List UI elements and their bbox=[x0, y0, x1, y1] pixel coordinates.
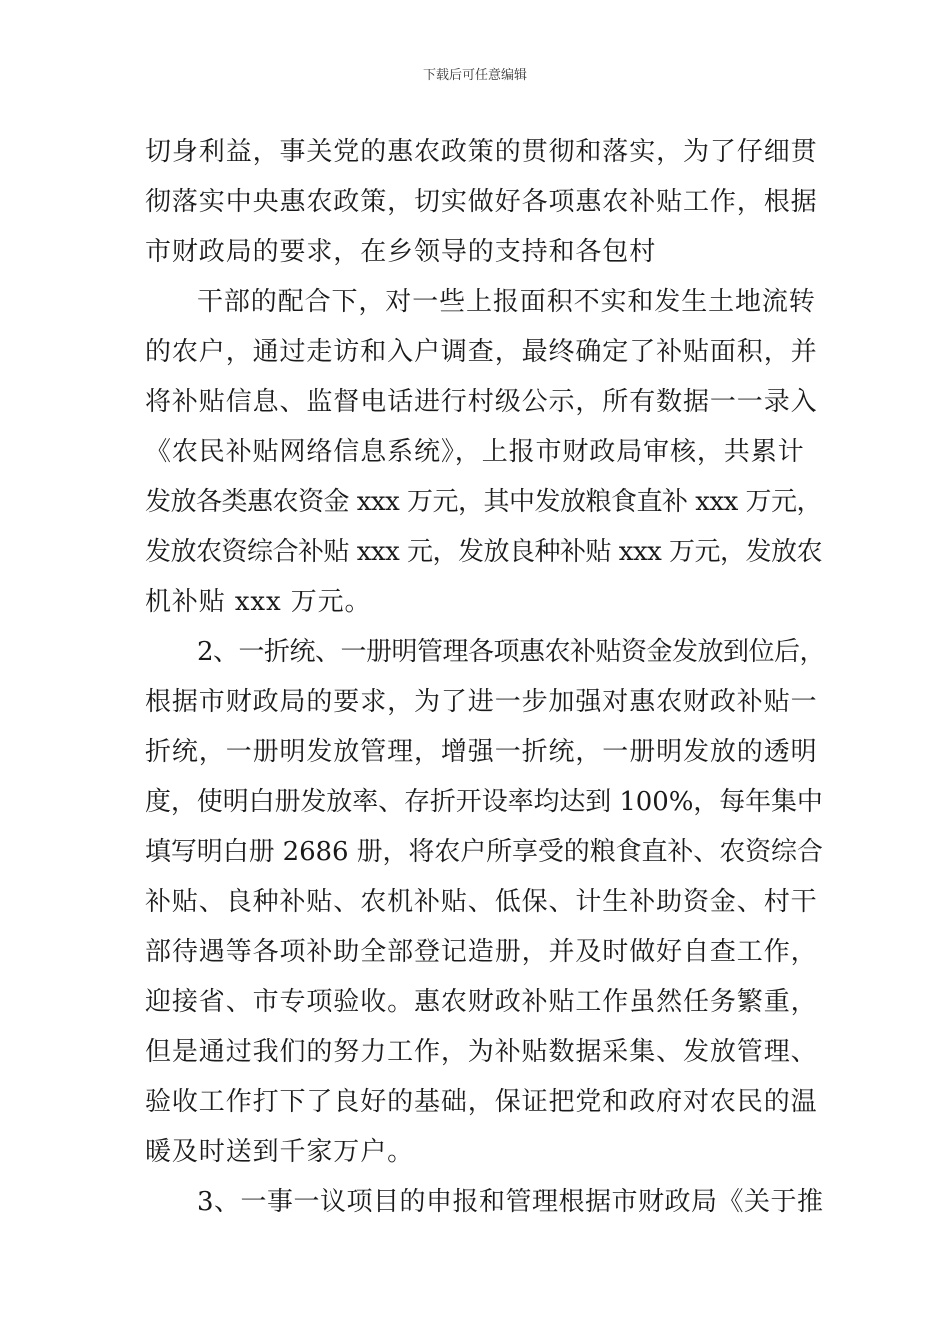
text-line: 3、一事一议项目的申报和管理根据市财政局《关于推 bbox=[197, 1187, 824, 1217]
text-line: 填写明白册 2686 册，将农户所享受的粮食直补、农资综合 bbox=[145, 837, 823, 867]
text-line: 将补贴信息、监督电话进行村级公示，所有数据一一录入 bbox=[145, 387, 818, 417]
text-line: 验收工作打下了良好的基础，保证把党和政府对农民的温 bbox=[145, 1087, 818, 1117]
text-line: 2、一折统、一册明管理各项惠农补贴资金发放到位后， bbox=[197, 637, 826, 667]
text-line: 暖及时送到千家万户。 bbox=[145, 1137, 415, 1167]
text-line: 机补贴 xxx 万元。 bbox=[145, 587, 372, 617]
text-line: 折统，一册明发放管理，增强一折统，一册明发放的透明 bbox=[145, 737, 818, 767]
text-line: 但是通过我们的努力工作，为补贴数据采集、发放管理、 bbox=[145, 1037, 818, 1067]
text-line: 根据市财政局的要求，为了进一步加强对惠农财政补贴一 bbox=[145, 687, 818, 717]
text-line: 的农户，通过走访和入户调查，最终确定了补贴面积，并 bbox=[145, 337, 818, 367]
text-line: 市财政局的要求，在乡领导的支持和各包村 bbox=[145, 237, 657, 267]
text-line: 切身利益，事关党的惠农政策的贯彻和落实，为了仔细贯 bbox=[145, 137, 818, 167]
text-line: 发放农资综合补贴 xxx 元，发放良种补贴 xxx 万元，发放农 bbox=[145, 537, 823, 567]
document-body bbox=[145, 127, 825, 1227]
text-line: 干部的配合下，对一些上报面积不实和发生土地流转 bbox=[197, 287, 816, 317]
text-line: 彻落实中央惠农政策，切实做好各项惠农补贴工作，根据 bbox=[145, 187, 818, 217]
text-line: 发放各类惠农资金 xxx 万元，其中发放粮食直补 xxx 万元， bbox=[145, 487, 823, 517]
text-line: 补贴、良种补贴、农机补贴、低保、计生补助资金、村干 bbox=[145, 887, 818, 917]
text-line: 度，使明白册发放率、存折开设率均达到 100%，每年集中 bbox=[145, 787, 823, 817]
text-line: 部待遇等各项补助全部登记造册，并及时做好自查工作， bbox=[145, 937, 818, 967]
page-header-note: 下载后可任意编辑 bbox=[422, 68, 527, 83]
text-line: 《农民补贴网络信息系统》，上报市财政局审核，共累计 bbox=[145, 437, 805, 467]
text-line: 迎接省、市专项验收。惠农财政补贴工作虽然任务繁重， bbox=[145, 987, 818, 1017]
